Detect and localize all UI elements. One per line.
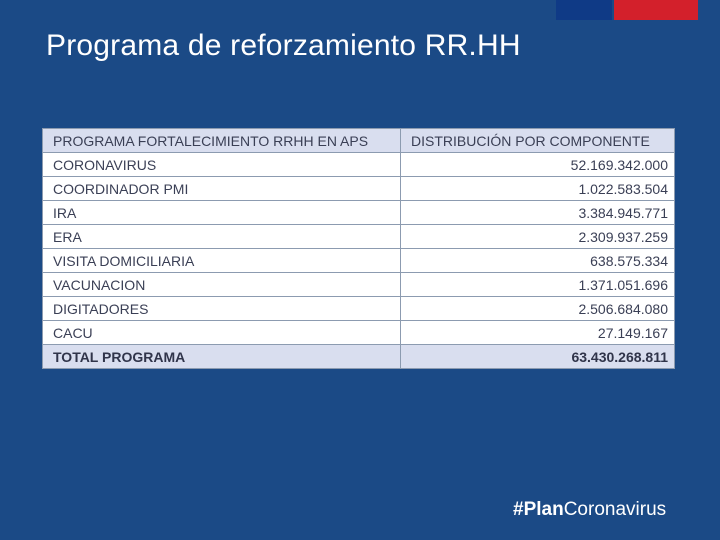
table-row [43,153,675,177]
program-table [42,128,674,369]
row-label: VACUNACION [43,273,401,297]
row-label: IRA [43,201,401,225]
table-row [43,249,675,273]
row-value: 1.022.583.504 [401,177,675,201]
table-row [43,201,675,225]
row-label: ERA [43,225,401,249]
row-label: COORDINADOR PMI [43,177,401,201]
flag-stripe-red [614,0,698,20]
table-row [43,273,675,297]
flag-stripe-blue [556,0,612,20]
table-header-row [43,129,675,153]
row-label: CACU [43,321,401,345]
row-value: 638.575.334 [401,249,675,273]
row-value: 2.309.937.259 [401,225,675,249]
hashtag-bold: #Plan [513,499,564,520]
column-header-distribution: DISTRIBUCIÓN POR COMPONENTE [401,129,675,153]
total-label: TOTAL PROGRAMA [43,345,401,369]
row-label: CORONAVIRUS [43,153,401,177]
hashtag-rest: Coronavirus [563,499,667,520]
row-value: 3.384.945.771 [401,201,675,225]
table-row [43,321,675,345]
total-value: 63.430.268.811 [401,345,675,369]
row-value: 2.506.684.080 [401,297,675,321]
slide-title: Programa de reforzamiento RR.HH [46,29,521,62]
table-row [43,177,675,201]
row-value: 27.149.167 [401,321,675,345]
hashtag-footer [513,499,666,521]
total-row [43,345,675,369]
row-value: 1.371.051.696 [401,273,675,297]
program-table-grid [42,128,675,369]
column-header-program: PROGRAMA FORTALECIMIENTO RRHH EN APS [43,129,401,153]
row-label: VISITA DOMICILIARIA [43,249,401,273]
row-label: DIGITADORES [43,297,401,321]
table-row [43,225,675,249]
table-row [43,297,675,321]
row-value: 52.169.342.000 [401,153,675,177]
